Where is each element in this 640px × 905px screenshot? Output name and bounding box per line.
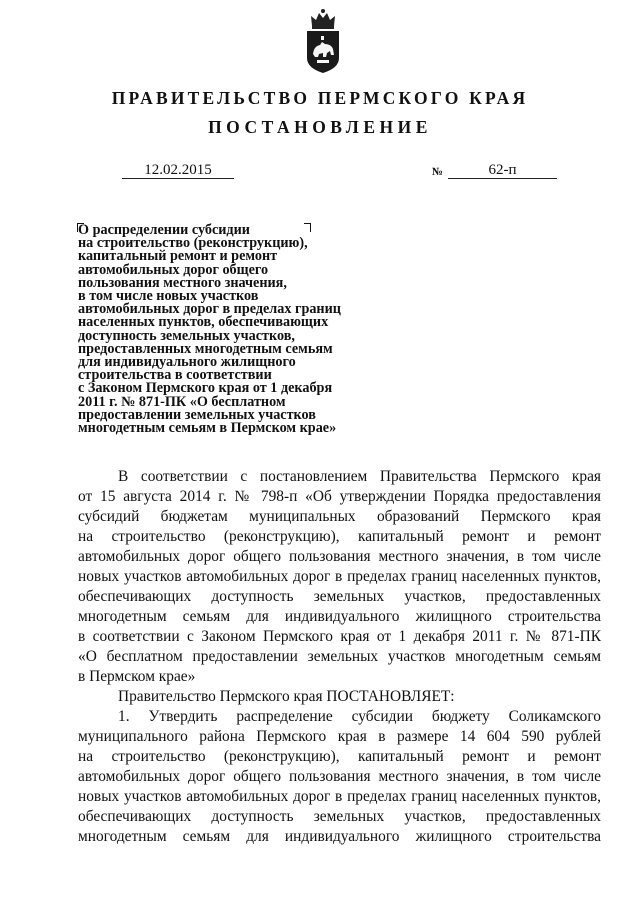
subject-line: 2011 г. № 871-ПК «О бесплатном xyxy=(78,393,286,410)
government-title: ПРАВИТЕЛЬСТВО ПЕРМСКОГО КРАЯ xyxy=(111,88,529,108)
subject-line: автомобильных дорог общего xyxy=(78,261,269,278)
subject-line: населенных пунктов, обеспечивающих xyxy=(78,314,329,331)
subject-line: строительства в соответствии xyxy=(78,367,272,384)
subject-block xyxy=(78,224,378,435)
subject-line: с Законом Пермского края от 1 декабря xyxy=(78,380,333,397)
document-number: 62-п xyxy=(448,162,557,179)
body-line: 1. Утвердить распределение субсидии бюджету Соликамского xyxy=(118,708,601,725)
body-line: обеспечивающих доступность земельных участков, предоставленных xyxy=(78,808,601,825)
subject-line: для индивидуального жилищного xyxy=(78,354,296,371)
subject-line: в том числе новых участков xyxy=(78,288,259,305)
body-line: на строительство (реконструкцию), капитальный ремонт и ремонт xyxy=(78,748,601,765)
body-line: в Пермском крае» xyxy=(78,668,196,685)
body-line: новых участков автомобильных дорог в пределах границ населенных пунктов, xyxy=(78,568,601,585)
body-line: В соответствии с постановлением Правительства Пермского края xyxy=(118,468,601,485)
body-line: на строительство (реконструкцию), капитальный ремонт и ремонт xyxy=(78,528,601,545)
body-line: «О бесплатном предоставлении земельных участков многодетным семьям xyxy=(78,648,601,665)
document-type: ПОСТАНОВЛЕНИЕ xyxy=(208,117,432,137)
subject-line: предоставленных многодетным семьям xyxy=(78,340,333,357)
subject-line: О распределении субсидии xyxy=(78,222,250,238)
body-line: Правительство Пермского края ПОСТАНОВЛЯЕТ: xyxy=(118,688,455,705)
subject-line: капитальный ремонт и ремонт xyxy=(78,248,278,265)
subject-line: автомобильных дорог в пределах границ xyxy=(78,301,341,318)
subject-line: на строительство (реконструкцию), xyxy=(78,235,308,252)
body-line: муниципального района Пермского края в размере 14 604 590 рублей xyxy=(78,728,601,745)
coat-of-arms-emblem xyxy=(303,8,343,74)
body-line: многодетным семьям для индивидуального жилищного строительства xyxy=(78,828,601,845)
document-date: 12.02.2015 xyxy=(122,162,234,179)
body-line: автомобильных дорог общего пользования местного значения, в том числе xyxy=(78,548,601,565)
subject-line: предоставлении земельных участков xyxy=(78,406,316,423)
subject-line: пользования местного значения, xyxy=(78,274,287,291)
body-line: в соответствии с Законом Пермского края от 1 декабря 2011 г. № 871-ПК xyxy=(78,628,601,645)
body-line: от 15 августа 2014 г. № 798-п «Об утверждении Порядка предоставления xyxy=(78,488,601,505)
body-line: многодетным семьям для индивидуального жилищного строительства xyxy=(78,608,601,625)
subject-line: доступность земельных участков, xyxy=(78,327,295,344)
subject-line: многодетным семьям в Пермском крае» xyxy=(78,420,337,437)
body-line: субсидий бюджетам муниципальных образований Пермского края xyxy=(78,508,601,525)
number-label: № xyxy=(432,166,444,178)
body-line: новых участков автомобильных дорог в пределах границ населенных пунктов, xyxy=(78,788,601,805)
body-line: обеспечивающих доступность земельных участков, предоставленных xyxy=(78,588,601,605)
body-line: автомобильных дорог общего пользования местного значения, в том числе xyxy=(78,768,601,785)
